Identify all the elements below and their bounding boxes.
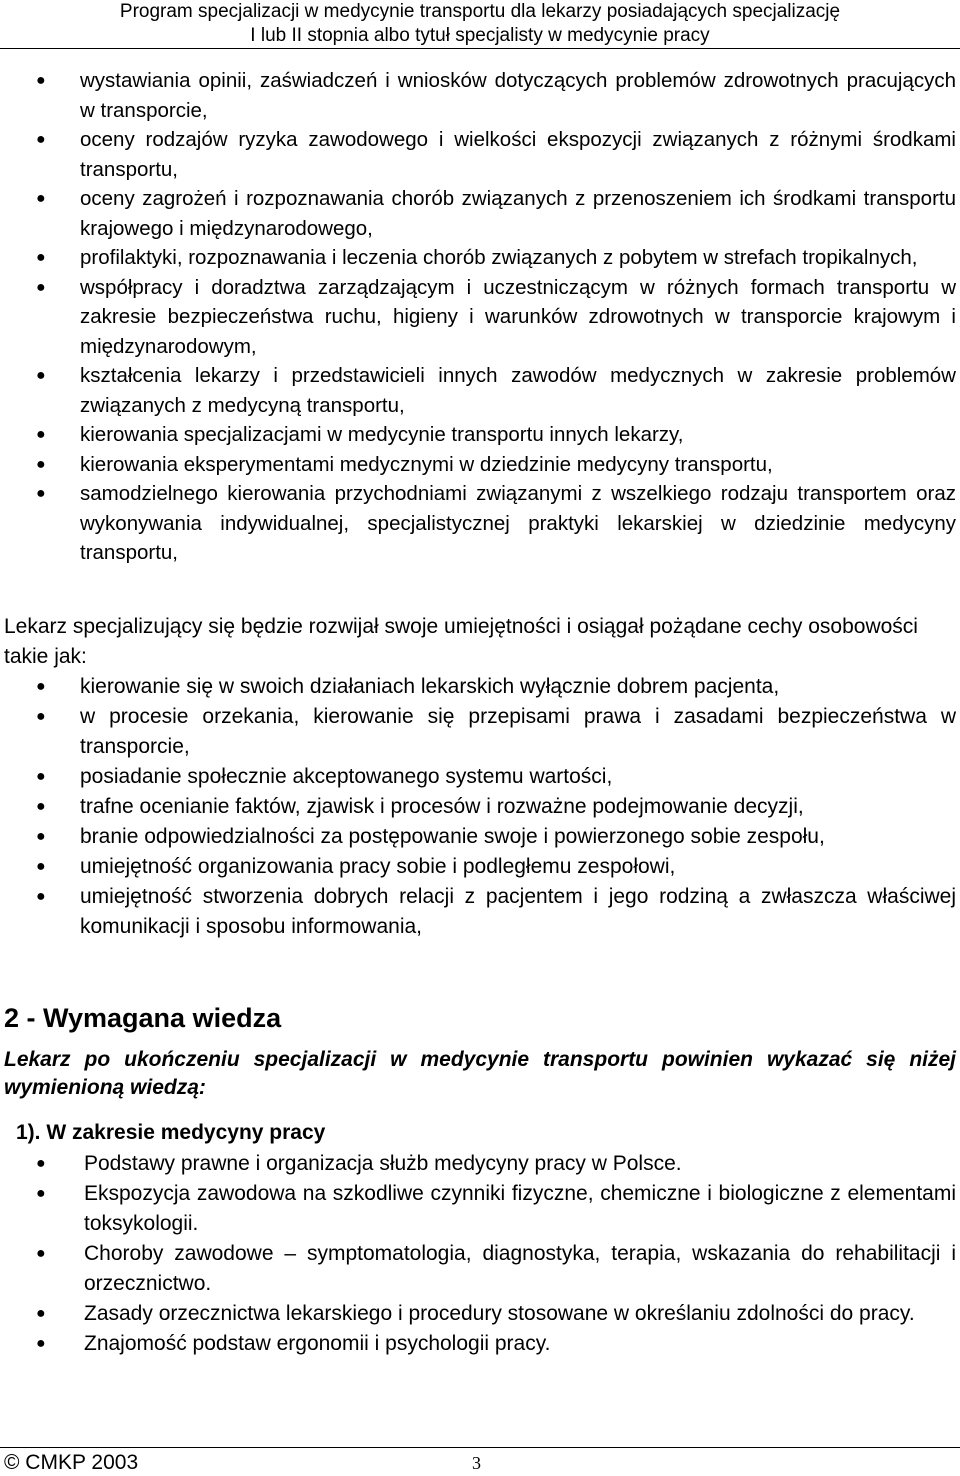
list-item-text: trafne ocenianie faktów, zjawisk i procesów i rozważne podejmowanie decyzji, [80, 795, 804, 818]
list-item [4, 479, 960, 568]
list-item-text: kierowania specjalizacjami w medycynie transportu innych lekarzy, [80, 423, 684, 446]
bullet-icon: ● [36, 131, 46, 148]
bullet-icon: ● [36, 1155, 46, 1172]
bullet-icon: ● [36, 1305, 46, 1322]
list-item-text: wystawiania opinii, zaświadczeń i wniosków dotyczących problemów zdrowotnych pracujących w transporcie, [80, 69, 956, 122]
bullet-icon: ● [36, 708, 46, 725]
list-item [4, 361, 960, 420]
bullet-icon: ● [36, 828, 46, 845]
footer-divider [0, 1447, 960, 1448]
list-item-text: kierowania eksperymentami medycznymi w dziedzinie medycyny transportu, [80, 452, 773, 476]
list-item [4, 450, 960, 480]
list-item [4, 762, 960, 792]
list-item [4, 66, 960, 125]
header-line-1: Program specjalizacji w medycynie transportu dla lekarzy posiadających specjalizację [119, 1, 841, 22]
bullet-icon: ● [36, 1245, 46, 1262]
bullet-icon: ● [36, 678, 46, 695]
section-heading: 2 - Wymagana wiedza [4, 1003, 282, 1033]
list-item-text: umiejętność organizowania pracy sobie i podległemu zespołowi, [80, 855, 676, 878]
list-item [4, 882, 960, 942]
list-item [4, 672, 960, 702]
list-item [4, 1299, 960, 1329]
list-item [4, 1179, 960, 1239]
section-intro: Lekarz po ukończeniu specjalizacji w medycynie transportu powinien wykazać się niżej wymienioną wiedzą: [4, 1048, 956, 1099]
competencies-list [4, 66, 960, 568]
list-item [4, 184, 960, 243]
list-item-text: branie odpowiedzialności za postępowanie swoje i powierzonego sobie zespołu, [80, 825, 825, 848]
list-item [4, 792, 960, 822]
list-item [4, 1239, 960, 1299]
bullet-icon: ● [36, 455, 46, 473]
list-item-text: oceny zagrożeń i rozpoznawania chorób związanych z przenoszeniem ich środkami transportu krajowego i międzynarodowego, [80, 187, 956, 240]
bullet-icon: ● [36, 858, 46, 875]
list-item-text: Ekspozycja zawodowa na szkodliwe czynniki fizyczne, chemiczne i biologiczne z elementami toksykologii. [84, 1182, 956, 1235]
list-item [4, 125, 960, 184]
bullet-icon: ● [36, 367, 46, 384]
bullet-icon: ● [36, 278, 46, 296]
list-item-text: umiejętność stworzenia dobrych relacji z pacjentem i jego rodziną a zwłaszcza właściwej komunikacji i sposobu informowania, [80, 885, 956, 938]
list-item [4, 822, 960, 852]
list-item [4, 702, 960, 762]
knowledge-list [4, 1149, 960, 1359]
list-item [4, 420, 960, 450]
list-item-text: Choroby zawodowe – symptomatologia, diagnostyka, terapia, wskazania do rehabilitacji i orzecznictwo. [84, 1242, 956, 1295]
list-item-text: kształcenia lekarzy i przedstawicieli innych zawodów medycznych w zakresie problemów związanych z medycyną transportu, [80, 364, 956, 417]
list-item-text: Zasady orzecznictwa lekarskiego i procedury stosowane w określaniu zdolności do pracy. [84, 1302, 915, 1325]
bullet-icon: ● [36, 1185, 46, 1202]
list-item-text: oceny rodzajów ryzyka zawodowego i wielkości ekspozycji związanych z różnymi środkami transportu, [80, 128, 956, 181]
bullet-icon: ● [36, 72, 46, 89]
bullet-icon: ● [36, 888, 46, 905]
list-item [4, 1149, 960, 1179]
list-item [4, 273, 960, 362]
personality-traits-list [4, 672, 960, 942]
bullet-icon: ● [36, 485, 46, 502]
list-item [4, 1329, 960, 1359]
page-header [0, 0, 960, 49]
list-item [4, 852, 960, 882]
page-number: 3 [472, 1453, 481, 1473]
bullet-icon: ● [36, 1335, 46, 1352]
footer-copyright: © CMKP 2003 [4, 1451, 139, 1474]
header-line-2: I lub II stopnia albo tytuł specjalisty w medycynie pracy [250, 25, 710, 46]
bullet-icon: ● [36, 190, 46, 207]
list-item-text: w procesie orzekania, kierowanie się przepisami prawa i zasadami bezpieczeństwa w transporcie, [80, 705, 956, 758]
list-item-text: Znajomość podstaw ergonomii i psychologii pracy. [84, 1332, 551, 1355]
bullet-icon: ● [36, 426, 46, 443]
list-item-text: współpracy i doradztwa zarządzającym i uczestniczącym w różnych formach transportu w zakresie bezpieczeństwa ruchu, higieny i warunków zdrowotnych w transporcie krajowym i międzynarodowym, [80, 275, 956, 358]
subsection-heading: 1). W zakresie medycyny pracy [16, 1121, 326, 1144]
list-item-text: posiadanie społecznie akceptowanego systemu wartości, [80, 765, 613, 788]
list-item-text: samodzielnego kierowania przychodniami związanymi z wszelkiego rodzaju transportem oraz wykonywania indywidualnej, specjalistycznej praktyki lekarskiej w dziedzinie medycyny transportu, [80, 482, 956, 564]
bullet-icon: ● [36, 249, 46, 266]
personality-traits-intro: Lekarz specjalizujący się będzie rozwijał swoje umiejętności i osiągał pożądane cechy osobowości takie jak: [4, 615, 918, 668]
list-item [4, 243, 960, 273]
bullet-icon: ● [36, 798, 46, 815]
list-item-text: Podstawy prawne i organizacja służb medycyny pracy w Polsce. [84, 1152, 682, 1175]
bullet-icon: ● [36, 768, 46, 785]
list-item-text: kierowanie się w swoich działaniach lekarskich wyłącznie dobrem pacjenta, [80, 675, 780, 698]
list-item-text: profilaktyki, rozpoznawania i leczenia chorób związanych z pobytem w strefach tropikalnych, [80, 246, 918, 269]
